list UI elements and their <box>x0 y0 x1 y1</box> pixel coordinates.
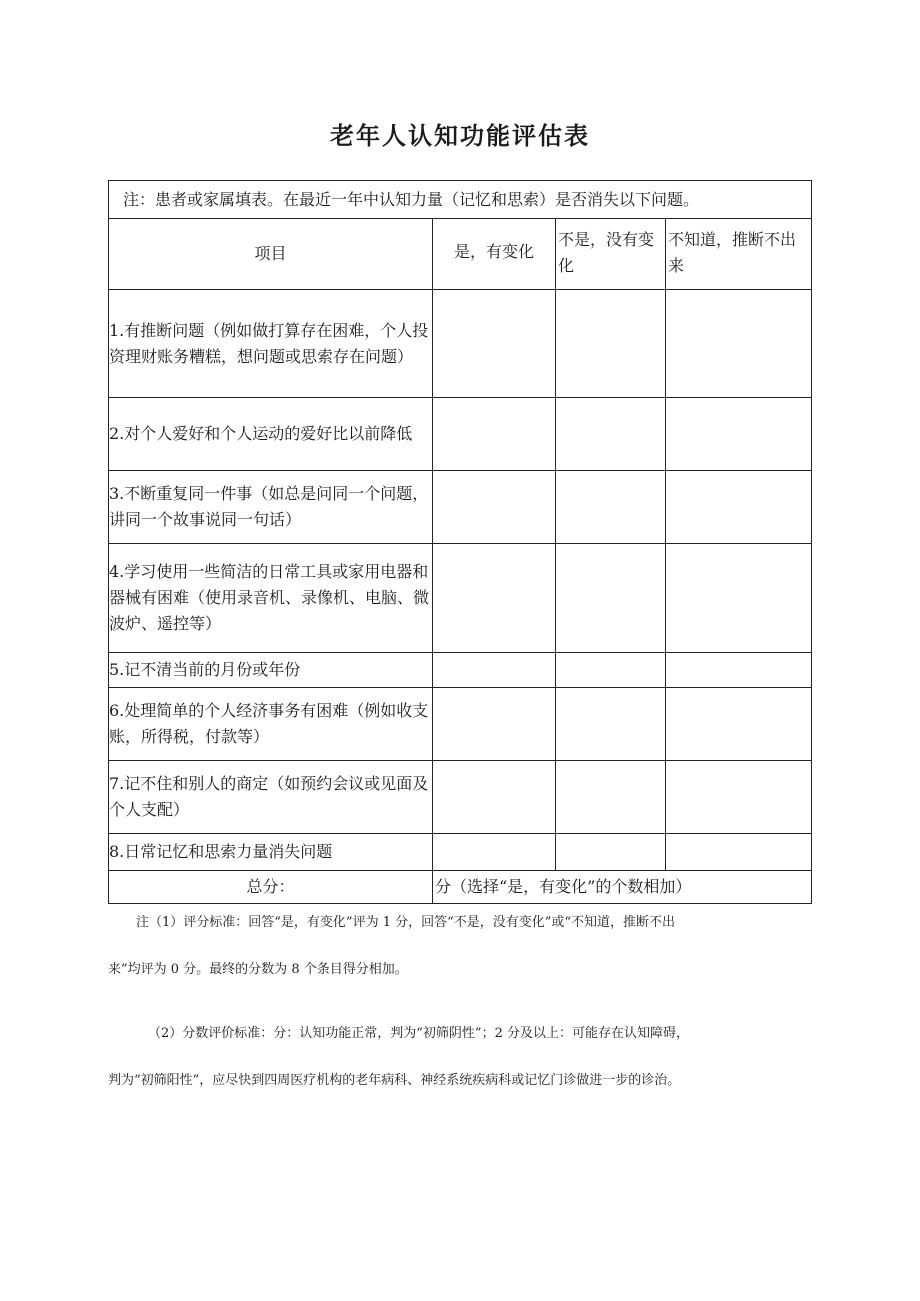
table-row <box>109 290 812 398</box>
header-row <box>109 219 812 290</box>
answer-yes-cell[interactable] <box>433 398 556 471</box>
answer-unknown-cell[interactable] <box>666 761 812 834</box>
table-row <box>109 653 812 688</box>
answer-unknown-cell[interactable] <box>666 688 812 761</box>
footnote-1-line-1 <box>108 913 820 933</box>
answer-unknown-cell[interactable] <box>666 834 812 871</box>
table-row <box>109 544 812 653</box>
question-5: 5.记不清当前的月份或年份 <box>109 653 433 688</box>
answer-no-cell[interactable] <box>556 834 666 871</box>
total-description: 分（选择“是，有变化”的个数相加） <box>433 871 812 904</box>
answer-unknown-cell[interactable] <box>666 471 812 544</box>
header-unknown: 不知道，推断不出来 <box>666 219 812 290</box>
table-row <box>109 761 812 834</box>
footnote-2-line-2 <box>108 1071 820 1091</box>
answer-unknown-cell[interactable] <box>666 398 812 471</box>
table-row <box>109 398 812 471</box>
question-3: 3.不断重复同一件事（如总是问同一个问题，讲同一个故事说同一句话） <box>109 471 433 544</box>
answer-no-cell[interactable] <box>556 544 666 653</box>
answer-yes-cell[interactable] <box>433 761 556 834</box>
total-label: 总分： <box>109 871 433 904</box>
footnote-text: 来”均评为 0 分。最终的分数为 8 个条目得分相加。 <box>108 962 408 977</box>
answer-no-cell[interactable] <box>556 688 666 761</box>
header-yes: 是，有变化 <box>433 219 556 290</box>
page-title: 老年人认知功能评估表 <box>330 122 590 150</box>
question-2: 2.对个人爱好和个人运动的爱好比以前降低 <box>109 398 433 471</box>
answer-yes-cell[interactable] <box>433 471 556 544</box>
answer-yes-cell[interactable] <box>433 290 556 398</box>
answer-yes-cell[interactable] <box>433 834 556 871</box>
question-6: 6.处理简单的个人经济事务有困难（例如收支账，所得税，付款等） <box>109 688 433 761</box>
table-row <box>109 688 812 761</box>
answer-unknown-cell[interactable] <box>666 653 812 688</box>
answer-unknown-cell[interactable] <box>666 544 812 653</box>
answer-yes-cell[interactable] <box>433 653 556 688</box>
question-1: 1.有推断问题（例如做打算存在困难，个人投资理财账务糟糕，想问题或思索存在问题） <box>109 290 433 398</box>
answer-no-cell[interactable] <box>556 761 666 834</box>
answer-no-cell[interactable] <box>556 398 666 471</box>
footnote-text: （2）分数评价标准：分：认知功能正常，判为“初筛阴性”；2 分及以上：可能存在认知障碍， <box>148 1026 689 1041</box>
header-item: 项目 <box>109 219 433 290</box>
header-no: 不是，没有变化 <box>556 219 666 290</box>
total-row <box>109 871 812 904</box>
answer-no-cell[interactable] <box>556 653 666 688</box>
footnote-2-line-1 <box>108 1024 820 1044</box>
answer-no-cell[interactable] <box>556 471 666 544</box>
table-note: 注：患者或家属填表。在最近一年中认知力量（记忆和思索）是否消失以下问题。 <box>109 181 812 219</box>
answer-unknown-cell[interactable] <box>666 290 812 398</box>
answer-yes-cell[interactable] <box>433 688 556 761</box>
table-row <box>109 834 812 871</box>
question-8: 8.日常记忆和思索力量消失问题 <box>109 834 433 871</box>
answer-no-cell[interactable] <box>556 290 666 398</box>
table-row <box>109 471 812 544</box>
question-4: 4.学习使用一些简洁的日常工具或家用电器和器械有困难（使用录音机、录像机、电脑、微波炉、遥控等） <box>109 544 433 653</box>
footnote-1-line-2 <box>108 960 820 980</box>
answer-yes-cell[interactable] <box>433 544 556 653</box>
assessment-table <box>108 180 812 904</box>
question-7: 7.记不住和别人的商定（如预约会议或见面及个人支配） <box>109 761 433 834</box>
note-row <box>109 181 812 219</box>
footnote-text: 判为“初筛阳性”，应尽快到四周医疗机构的老年病科、神经系统疾病科或记忆门诊做进一步的诊治。 <box>108 1073 681 1088</box>
footnote-text: 注（1）评分标准：回答“是，有变化”评为 1 分，回答“不是，没有变化”或“不知道，推断不出 <box>136 915 676 930</box>
